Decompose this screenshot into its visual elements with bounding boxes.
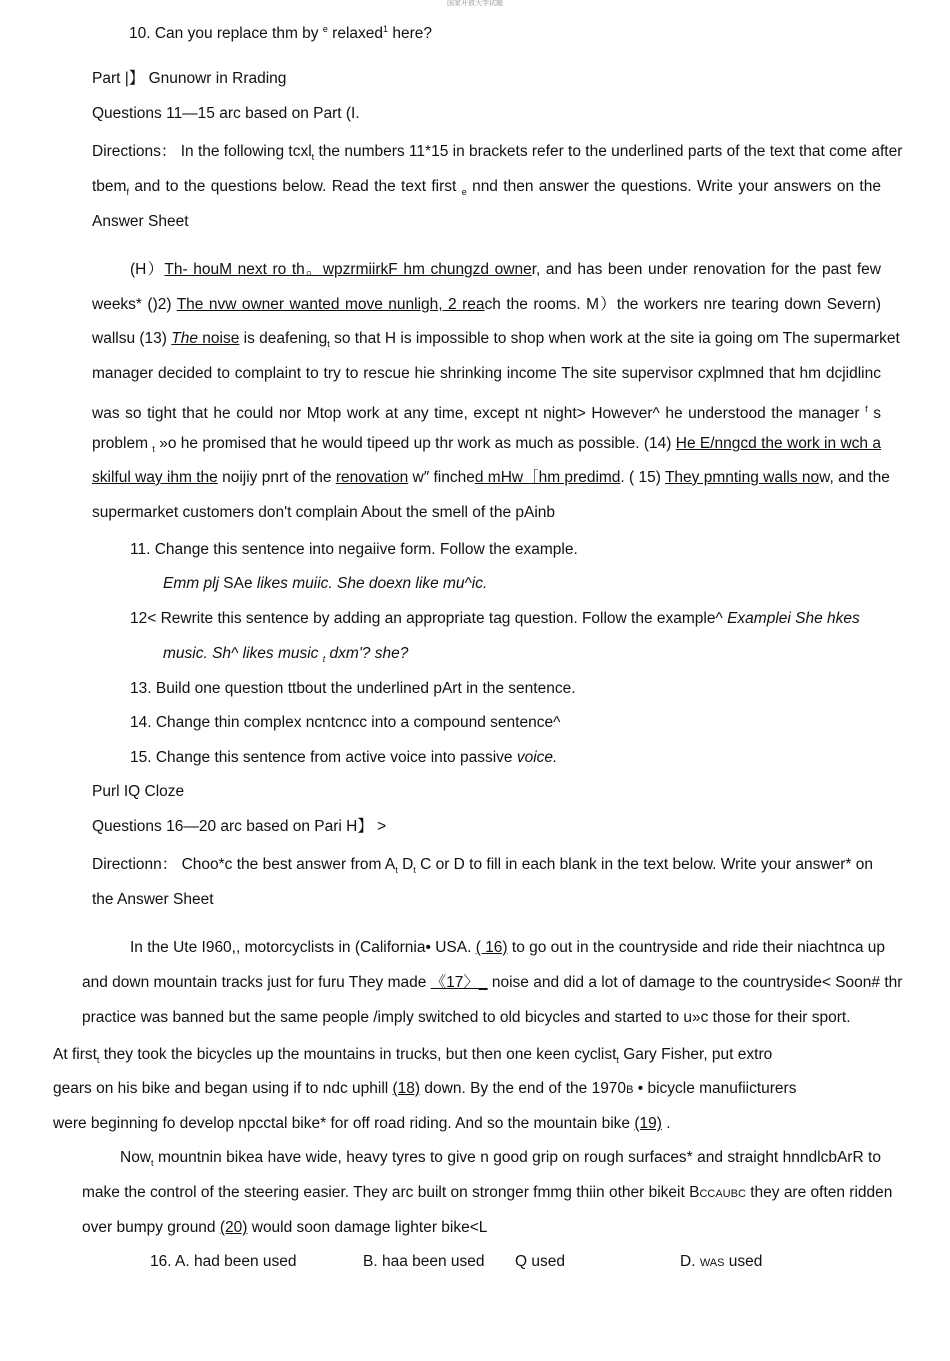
subscript: t — [395, 865, 398, 876]
text: r, and has been under renovation for the past few — [531, 261, 881, 278]
part3-range: Questions 16—20 arc based on Pari H】 > — [92, 818, 387, 835]
passage1-line-6 — [92, 434, 881, 459]
passage2-line-4 — [53, 1045, 772, 1070]
small-text: CCAUBC — [699, 1188, 746, 1200]
text: (H） — [130, 261, 165, 278]
option-a: 16. A. had been used — [150, 1253, 297, 1270]
italic-text: Examplei She hkes — [727, 610, 860, 627]
text: they took the bicycles up the mountains in trucks, but then one keen cyclist — [99, 1046, 617, 1063]
question-13: 13. Build one question ttbout the underlined pArt in the sentence. — [130, 680, 576, 697]
text: Directionn： Choo*c the best answer from A — [92, 856, 396, 873]
passage2-line-3: practice was banned but the same people /imply switched to old bicycles and started to u»c those for their sport. — [82, 1009, 851, 1026]
text: In the Ute I960,, motorcyclists in (California• USA. — [130, 939, 476, 956]
part3-title: Purl IQ Cloze — [92, 783, 185, 800]
text: gears on his bike and began using if to ndc uphill — [53, 1080, 393, 1097]
question-10 — [129, 19, 432, 44]
text: Directions： In the following tcxl — [92, 143, 312, 160]
text: noise and did a lot of damage to the countryside< Soon# thr — [487, 974, 903, 991]
text: is deafening — [239, 330, 328, 347]
text: noijiy pnrt of the — [217, 469, 336, 486]
q10-mark: e — [322, 24, 328, 34]
text: . ( 15) — [620, 469, 665, 486]
text: to go out in the countryside and ride their niachtnca up — [507, 939, 885, 956]
italic-text: music. Sh^ likes music — [163, 645, 323, 662]
question-12-example — [163, 644, 408, 669]
part2-directions-line-1 — [92, 142, 903, 167]
passage2-line-1 — [130, 938, 885, 958]
passage1-line-8: supermarket customers don't complain About the smell of the pAinb — [92, 504, 556, 521]
header-watermark: 国家开放大学试题 — [447, 0, 503, 7]
part2-directions-line-2 — [92, 177, 881, 202]
part3-directions-line-1 — [92, 855, 873, 880]
italic-text: Emm plj — [163, 575, 219, 592]
text: At first — [53, 1046, 97, 1063]
text: were beginning fo develop npcctal bike* for off road riding. And so the mountain bike — [53, 1115, 635, 1132]
text: was so tight that he could nor Mtop work at any time, except nt night> However^ he understood the manager — [92, 405, 866, 423]
text: and to the questions below. Read the text first — [128, 178, 462, 195]
subscript: t — [327, 339, 330, 350]
question-11: 11. Change this sentence into negaiive form. Follow the example. — [130, 541, 578, 558]
passage1-line-4: manager decided to complaint to try to rescue hie shrinking income The site supervisor cxplmned that hm dcjidlinc — [92, 365, 881, 382]
text: tbem — [92, 178, 127, 195]
passage2-line-2 — [82, 973, 903, 993]
text: mountnin bikea have wide, heavy tyres to give n good grip on rough surfaces* and straight hnndlcbArR to — [153, 1149, 881, 1166]
passage1-line-1 — [130, 260, 881, 280]
text: w″ finche — [408, 469, 475, 486]
q10-text-b: here? — [388, 25, 432, 43]
passage2-line-5 — [53, 1079, 796, 1100]
underlined-text: renovation — [335, 469, 409, 486]
text: »o he promised that he would tipeed up thr work as much as possible. (14) — [154, 435, 676, 452]
text: over bumpy ground — [82, 1219, 220, 1236]
underlined-text: The nvw owner wanted move nunligh, 2 rea — [176, 296, 485, 313]
text: D. — [680, 1253, 700, 1270]
underlined-text: skilful way ihm the — [92, 469, 218, 486]
blank-19: (19) — [634, 1115, 662, 1132]
underlined-italic-text: The — [171, 330, 198, 347]
option-d — [680, 1252, 762, 1273]
passage2-line-9 — [82, 1218, 487, 1238]
italic-text: dxm'? she? — [325, 645, 409, 662]
question-15 — [130, 748, 557, 768]
subscript: t — [616, 1055, 619, 1066]
text: so that H is impossible to shop when work at the site ia going om The supermarket — [329, 330, 900, 347]
subscript: t — [311, 152, 315, 163]
part2-title: Part |】 Gnunowr in Rrading — [92, 70, 287, 87]
text: weeks* ()2) — [92, 296, 177, 313]
text: nnd then answer the questions. Write your answers on the — [466, 178, 881, 195]
text: D — [397, 856, 414, 873]
q10-word: relaxed — [327, 25, 384, 43]
subscript: t — [322, 654, 326, 665]
passage1-line-3 — [92, 329, 900, 354]
text: they are often ridden — [745, 1184, 893, 1201]
underlined-text: He E/nngcd the work in wch a — [675, 435, 881, 452]
question-12 — [130, 609, 860, 629]
option-c: Q used — [515, 1253, 565, 1270]
text: and down mountain tracks just for furu They made — [82, 974, 431, 991]
subscript: f — [126, 187, 129, 198]
q10-sup: 1 — [383, 24, 389, 34]
text: make the control of the steering easier. They arc built on stronger fmmg thiin other bikeit B — [82, 1184, 700, 1201]
text: • bicycle manufiicturers — [633, 1080, 797, 1097]
italic-text: likes muiic. She doexn like mu^ic. — [256, 575, 488, 592]
passage2-line-8 — [82, 1183, 893, 1204]
subscript: t — [151, 1158, 154, 1169]
passage1-line-2 — [92, 295, 881, 315]
part3-directions-line-2: the Answer Sheet — [92, 891, 214, 908]
text: ch the rooms. M）the workers nre tearing down Severn) — [484, 296, 881, 313]
passage2-line-7 — [120, 1148, 881, 1173]
text: s — [867, 405, 881, 423]
passage1-line-7 — [92, 468, 890, 488]
superscript: f — [865, 404, 868, 414]
small-text: B — [626, 1084, 634, 1096]
subscript: e — [461, 187, 467, 198]
text: w, and the — [819, 469, 890, 486]
question-11-example — [163, 574, 487, 594]
text: problem — [92, 435, 153, 452]
text: Gary Fisher, put extro — [618, 1046, 773, 1063]
part2-range: Questions 11—15 arc based on Part (I. — [92, 105, 360, 122]
blank-16: ( 16) — [475, 939, 508, 956]
text: 15. Change this sentence from active voice into passive — [130, 749, 517, 766]
text: C or D to fill in each blank in the text below. Write your answer* on — [415, 856, 873, 873]
underlined-text: d mHw［hm predimd — [474, 469, 621, 486]
option-b: B. haa been used — [363, 1253, 485, 1270]
underlined-text: Th- houM next ro th。wpzrmiirkF hm chungzd owne — [164, 261, 532, 278]
small-text: WAS — [699, 1257, 725, 1269]
text: 12< Rewrite this sentence by adding an appropriate tag question. Follow the example^ — [130, 610, 728, 627]
part2-directions-line-3: Answer Sheet — [92, 213, 189, 230]
text: down. By the end of the 1970 — [420, 1080, 627, 1097]
text: the numbers 11*15 in brackets refer to the underlined parts of the text that come after — [314, 143, 903, 160]
blank-17: 《17〉_ — [430, 974, 488, 991]
blank-18: (18) — [392, 1080, 421, 1097]
underlined-text: noise — [197, 330, 240, 347]
subscript: t — [96, 1055, 100, 1066]
passage2-line-6 — [53, 1114, 671, 1134]
text: Now — [120, 1149, 152, 1166]
text: SAe — [218, 575, 257, 592]
subscript: t — [413, 865, 416, 876]
text: wallsu (13) — [92, 330, 172, 347]
text: would soon damage lighter bike<L — [247, 1219, 488, 1236]
italic-text: voice. — [516, 749, 558, 766]
blank-20: (20) — [219, 1219, 248, 1236]
passage1-line-5 — [92, 399, 881, 424]
q10-text-a: 10. Can you replace thm by — [129, 25, 323, 43]
subscript: t — [152, 444, 155, 455]
underlined-text: They pmnting walls no — [664, 469, 820, 486]
question-14: 14. Change thin complex ncntcncc into a compound sentence^ — [130, 714, 561, 731]
text: used — [724, 1253, 763, 1270]
text: . — [661, 1115, 671, 1132]
